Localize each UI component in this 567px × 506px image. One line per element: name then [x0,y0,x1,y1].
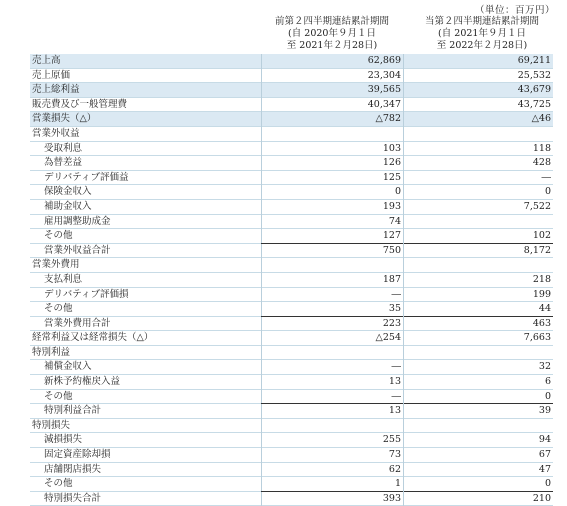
row-label: 受取利息 [44,142,83,154]
row-label: 新株予約権戻入益 [44,376,121,388]
curr-period-value: 94 [538,434,551,446]
prev-period-value: 23,304 [367,69,401,81]
prev-period-value: 125 [382,171,401,183]
row-label: 特別利益 [32,346,71,358]
curr-period-to: 至 2022年２月28日) [436,40,528,51]
income-statement-table [30,54,553,506]
curr-period-value: 199 [532,288,551,300]
table-row [30,331,553,346]
row-label: 保険金収入 [44,186,92,198]
column-divider [261,419,262,434]
curr-period-value: △46 [531,113,551,125]
prev-period-value: ― [261,390,403,405]
curr-period-value: 0 [404,390,553,405]
table-row [30,142,553,157]
row-label: 特別損失 [32,419,71,431]
column-divider [403,258,404,273]
table-row [30,273,553,288]
row-label: 営業外収益合計 [44,244,111,256]
curr-period-value: 218 [532,273,551,285]
prev-period-value: 193 [382,200,401,212]
table-row [30,463,553,478]
row-label: 雇用調整助成金 [44,215,111,227]
curr-period-value: 32 [538,361,551,373]
row-label: 補償金収入 [44,361,92,373]
curr-period-value: 8,172 [523,244,551,256]
table-row [30,390,553,405]
column-divider [261,346,262,361]
curr-period-value: 43,725 [517,98,551,110]
curr-period-value: 118 [532,142,551,154]
row-label: 販売費及び一般管理費 [32,98,128,110]
prev-period-value: ― [391,288,401,300]
row-label: 支払利息 [44,273,83,285]
row-label: 補助金収入 [44,200,92,212]
row-label: 固定資産除却損 [44,449,111,461]
prev-period-to: 至 2021年２月28日) [286,40,378,51]
table-row [30,200,553,215]
unit-note: （単位：百万円） [474,5,555,16]
row-label: 店舗閉店損失 [44,463,102,475]
curr-period-value: 43,679 [517,84,551,96]
prev-period-title: 前第２四半期連結累計期間 [274,16,389,27]
curr-period-value: 47 [538,463,551,475]
row-label: 経常利益又は経常損失（△） [32,332,154,344]
table-row [30,302,553,317]
row-label: 減損損失 [44,434,83,446]
table-row [30,477,553,492]
column-divider [403,215,404,230]
prev-period-value: 35 [261,302,403,317]
prev-period-value: 40,347 [367,98,401,110]
row-label: 営業外収益 [32,127,80,139]
row-label: 売上高 [32,55,61,66]
row-label: 売上原価 [32,69,71,81]
prev-period-value: 73 [388,449,401,461]
prev-period-value: 74 [388,215,401,227]
column-divider [261,127,262,142]
prev-period-from: (自 2020年９月１日 [288,28,376,39]
prev-period-value: 13 [388,405,401,417]
curr-period-value: 7,522 [523,200,551,212]
table-row [30,244,553,259]
row-label: デリバティブ評価損 [44,288,129,300]
table-row [30,229,553,244]
curr-period-value: 44 [404,302,553,317]
row-label: その他 [44,230,73,242]
curr-period-value: 463 [532,317,551,329]
prev-period-value: 1 [261,477,403,492]
curr-period-header [403,16,561,52]
table-row [30,419,553,434]
row-label: 営業損失（△） [32,113,97,125]
prev-period-value: 255 [382,434,401,446]
curr-period-value: 0 [404,477,553,492]
table-row [30,215,553,230]
curr-period-value: 67 [538,449,551,461]
curr-period-value: 25,532 [517,69,551,81]
curr-period-value: 6 [544,376,551,388]
table-row [30,69,553,84]
table-row [30,112,553,127]
curr-period-value: 7,663 [523,332,551,344]
row-label: 売上総利益 [32,84,80,96]
row-label: その他 [44,303,73,315]
prev-period-header [262,16,402,52]
prev-period-value: ― [391,361,401,373]
curr-period-value: 210 [532,492,551,504]
prev-period-value: 62 [388,463,401,475]
prev-period-value: 103 [382,142,401,154]
prev-period-value: 13 [388,376,401,388]
curr-period-value: 0 [544,186,551,198]
row-label: 特別利益合計 [44,405,102,417]
row-label: 為替差益 [44,157,83,169]
table-row [30,171,553,186]
curr-period-value: ― [541,171,551,183]
table-row [30,156,553,171]
table-row [30,98,553,113]
table-row [30,448,553,463]
column-divider [403,346,404,361]
prev-period-value: 127 [261,229,403,244]
column-divider [403,127,404,142]
table-row [30,404,553,419]
table-row [30,83,553,98]
table-row [30,127,553,142]
curr-period-value: 69,211 [517,55,551,66]
column-divider [261,258,262,273]
prev-period-value: 750 [382,244,401,256]
table-row [30,433,553,448]
table-row [30,54,553,69]
prev-period-value: 223 [382,317,401,329]
prev-period-value: 187 [382,273,401,285]
curr-period-value: 39 [538,405,551,417]
prev-period-value: 393 [382,492,401,504]
table-row [30,360,553,375]
row-label: その他 [44,390,73,402]
prev-period-value: 0 [394,186,401,198]
row-label: その他 [44,478,73,490]
table-row [30,258,553,273]
curr-period-title: 当第２四半期連結累計期間 [424,16,539,27]
table-row [30,288,553,303]
prev-period-value: △782 [375,113,401,125]
table-row [30,185,553,200]
prev-period-value: △254 [375,332,401,344]
row-label: 特別損失合計 [44,492,102,504]
table-row [30,346,553,361]
prev-period-value: 39,565 [367,84,401,96]
row-label: 営業外費用 [32,259,80,271]
column-divider [403,419,404,434]
row-label: デリバティブ評価益 [44,171,129,183]
prev-period-value: 62,869 [367,55,401,66]
table-row [30,375,553,390]
prev-period-value: 126 [382,157,401,169]
curr-period-from: (自 2021年９月１日 [438,28,526,39]
curr-period-value: 102 [404,229,553,244]
curr-period-value: 428 [532,157,551,169]
row-label: 営業外費用合計 [44,317,111,329]
table-row [30,492,553,506]
table-row [30,317,553,332]
